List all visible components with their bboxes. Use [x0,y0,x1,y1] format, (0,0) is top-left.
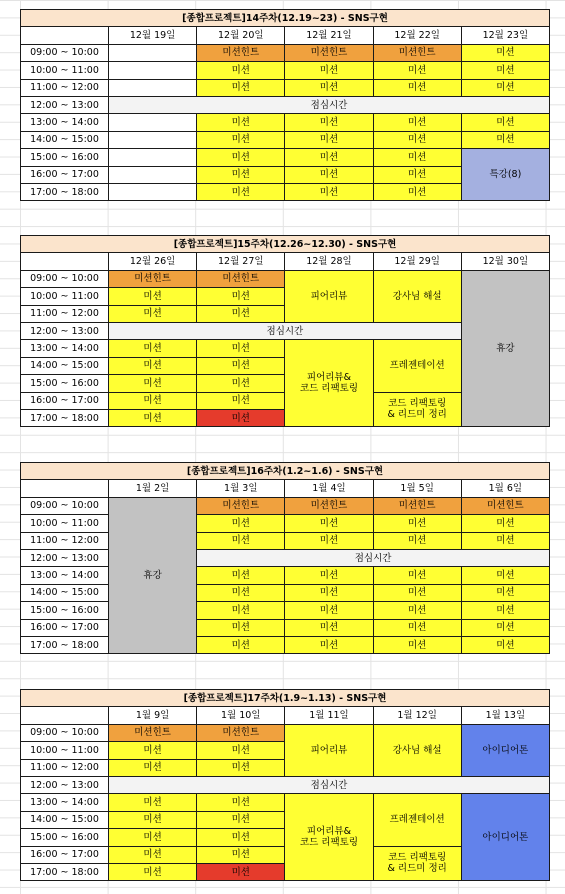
mission-cell[interactable]: 미션 [373,584,461,601]
time-slot[interactable]: 10:00 ~ 11:00 [21,742,109,759]
mission-cell[interactable]: 미션 [197,375,285,392]
time-slot[interactable]: 12:00 ~ 13:00 [21,96,109,113]
mission-cell[interactable]: 미션 [197,794,285,811]
mission-cell[interactable]: 미션 [373,62,461,79]
mission-cell[interactable]: 미션 [197,636,285,653]
mission-cell[interactable]: 미션 [109,846,197,863]
mission-cell[interactable]: 미션 [197,619,285,636]
mission-hint-cell[interactable]: 미션힌트 [285,44,373,61]
mission-cell[interactable]: 미션 [197,305,285,322]
mission-cell[interactable]: 미션 [197,567,285,584]
day-header[interactable]: 1월 10일 [197,707,285,724]
mission-cell[interactable]: 미션 [109,375,197,392]
mission-cell[interactable]: 미션 [197,357,285,374]
ideathon-cell[interactable]: 아이디어톤 [461,794,549,881]
time-slot[interactable]: 15:00 ~ 16:00 [21,375,109,392]
mission-cell[interactable]: 미션 [285,584,373,601]
mission-cell[interactable]: 미션 [461,636,549,653]
mission-cell[interactable]: 미션 [285,114,373,131]
mission-cell[interactable]: 미션 [109,742,197,759]
time-slot[interactable]: 09:00 ~ 10:00 [21,497,109,514]
day-header[interactable]: 1월 2일 [109,480,197,497]
week-title: [종합프로젝트]17주차(1.9~1.13) - SNS구현 [21,690,550,707]
week-title: [종합프로젝트]16주차(1.2~1.6) - SNS구현 [21,463,550,480]
mission-cell[interactable]: 미션 [197,114,285,131]
mission-cell[interactable]: 미션 [461,44,549,61]
mission-cell[interactable]: 미션 [285,79,373,96]
time-slot[interactable]: 12:00 ~ 13:00 [21,549,109,566]
mission-cell[interactable]: 미션 [461,602,549,619]
mission-cell[interactable]: 미션 [285,567,373,584]
mission-cell[interactable]: 미션 [197,288,285,305]
mission-cell[interactable]: 미션 [285,183,373,200]
week-17-schedule [20,689,550,881]
time-slot[interactable]: 09:00 ~ 10:00 [21,44,109,61]
time-slot[interactable]: 14:00 ~ 15:00 [21,584,109,601]
mission-cell[interactable]: 미션 [197,602,285,619]
day-header[interactable]: 1월 12일 [373,707,461,724]
time-slot[interactable]: 09:00 ~ 10:00 [21,270,109,287]
day-header[interactable]: 12월 26일 [109,253,197,270]
week-15-schedule [20,235,550,427]
peer-review-cell[interactable]: 피어리뷰 [285,724,373,776]
mission-cell[interactable]: 미션 [197,759,285,776]
mission-cell[interactable]: 미션 [197,340,285,357]
mission-cell[interactable]: 미션 [373,602,461,619]
time-slot[interactable]: 12:00 ~ 13:00 [21,322,109,339]
mission-cell[interactable]: 미션 [373,166,461,183]
mission-hint-cell[interactable]: 미션힌트 [197,497,285,514]
week-16-schedule [20,462,550,654]
mission-cell[interactable]: 미션 [109,863,197,880]
time-slot[interactable]: 14:00 ~ 15:00 [21,357,109,374]
mission-cell[interactable]: 미션 [461,62,549,79]
time-slot[interactable]: 15:00 ~ 16:00 [21,602,109,619]
empty-cell[interactable] [109,114,197,131]
mission-cell[interactable]: 미션 [285,131,373,148]
mission-cell[interactable]: 미션 [197,166,285,183]
mission-cell[interactable]: 미션 [197,392,285,409]
mission-hint-cell[interactable]: 미션힌트 [197,44,285,61]
day-header[interactable]: 12월 27일 [197,253,285,270]
mission-cell[interactable]: 미션 [109,409,197,426]
mission-cell[interactable]: 미션 [197,584,285,601]
mission-cell[interactable]: 미션 [373,636,461,653]
mission-cell[interactable]: 미션 [373,183,461,200]
mission-hint-cell[interactable]: 미션힌트 [285,497,373,514]
mission-cell[interactable]: 미션 [197,131,285,148]
mission-cell[interactable]: 미션 [285,166,373,183]
mission-cell[interactable]: 미션 [197,149,285,166]
mission-cell[interactable]: 미션 [109,829,197,846]
mission-hint-cell[interactable]: 미션힌트 [197,724,285,741]
corner-cell[interactable] [21,707,109,724]
mission-cell[interactable]: 미션 [373,149,461,166]
mission-cell[interactable]: 미션 [285,62,373,79]
lunch-cell[interactable]: 점심시간 [109,322,462,339]
mission-cell[interactable]: 미션 [285,149,373,166]
mission-cell[interactable]: 미션 [285,619,373,636]
mission-cell[interactable]: 미션 [461,131,549,148]
time-slot[interactable]: 15:00 ~ 16:00 [21,829,109,846]
mission-cell[interactable]: 미션 [461,532,549,549]
day-header[interactable]: 12월 21일 [285,27,373,44]
time-slot[interactable]: 17:00 ~ 18:00 [21,409,109,426]
time-slot[interactable]: 11:00 ~ 12:00 [21,305,109,322]
week-title: [종합프로젝트]14주차(12.19~23) - SNS구현 [21,10,550,27]
mission-cell[interactable]: 미션 [109,759,197,776]
lunch-cell[interactable]: 점심시간 [197,549,550,566]
corner-cell[interactable] [21,27,109,44]
mission-cell[interactable]: 미션 [461,79,549,96]
time-slot[interactable]: 16:00 ~ 17:00 [21,846,109,863]
mission-hint-cell[interactable]: 미션힌트 [109,270,197,287]
instructor-review-cell[interactable]: 강사님 해설 [373,270,461,322]
corner-cell[interactable] [21,253,109,270]
empty-cell[interactable] [109,79,197,96]
mission-cell[interactable]: 미션 [197,409,285,426]
peer-review-refactor-cell[interactable]: 피어리뷰& 코드 리팩토링 [285,340,373,427]
time-slot[interactable]: 16:00 ~ 17:00 [21,392,109,409]
holiday-cell[interactable]: 휴강 [109,497,197,654]
mission-cell[interactable]: 미션 [197,515,285,532]
day-header[interactable]: 12월 20일 [197,27,285,44]
lunch-cell[interactable]: 점심시간 [109,96,550,113]
mission-cell[interactable]: 미션 [373,567,461,584]
mission-cell[interactable]: 미션 [373,79,461,96]
day-header[interactable]: 12월 19일 [109,27,197,44]
time-slot[interactable]: 17:00 ~ 18:00 [21,863,109,880]
mission-hint-cell[interactable]: 미션힌트 [109,724,197,741]
mission-hint-cell[interactable]: 미션힌트 [197,270,285,287]
day-header[interactable]: 12월 22일 [373,27,461,44]
time-slot[interactable]: 17:00 ~ 18:00 [21,636,109,653]
empty-cell[interactable] [109,44,197,61]
mission-cell[interactable]: 미션 [197,742,285,759]
mission-cell[interactable]: 미션 [461,515,549,532]
time-slot[interactable]: 13:00 ~ 14:00 [21,567,109,584]
mission-cell[interactable]: 미션 [197,532,285,549]
time-slot[interactable]: 11:00 ~ 12:00 [21,759,109,776]
time-slot[interactable]: 17:00 ~ 18:00 [21,183,109,200]
mission-cell[interactable]: 미션 [461,584,549,601]
day-header[interactable]: 1월 9일 [109,707,197,724]
day-header[interactable]: 1월 3일 [197,480,285,497]
day-header[interactable]: 1월 6일 [461,480,549,497]
mission-cell[interactable]: 미션 [109,794,197,811]
presentation-cell[interactable]: 프레젠테이션 [373,794,461,846]
time-slot[interactable]: 11:00 ~ 12:00 [21,79,109,96]
ideathon-cell[interactable]: 아이디어톤 [461,724,549,776]
mission-cell[interactable]: 미션 [373,515,461,532]
mission-cell[interactable]: 미션 [461,114,549,131]
day-header[interactable]: 1월 5일 [373,480,461,497]
mission-cell[interactable]: 미션 [461,619,549,636]
mission-cell[interactable]: 미션 [197,846,285,863]
time-slot[interactable]: 13:00 ~ 14:00 [21,114,109,131]
mission-cell[interactable]: 미션 [197,183,285,200]
day-header[interactable]: 12월 29일 [373,253,461,270]
mission-cell[interactable]: 미션 [197,811,285,828]
time-slot[interactable]: 14:00 ~ 15:00 [21,811,109,828]
time-slot[interactable]: 12:00 ~ 13:00 [21,776,109,793]
mission-cell[interactable]: 미션 [373,131,461,148]
instructor-review-cell[interactable]: 강사님 해설 [373,724,461,776]
mission-cell[interactable]: 미션 [285,515,373,532]
holiday-cell[interactable]: 휴강 [461,270,549,427]
empty-cell[interactable] [109,62,197,79]
time-slot[interactable]: 16:00 ~ 17:00 [21,166,109,183]
mission-hint-cell[interactable]: 미션힌트 [373,44,461,61]
day-header[interactable]: 12월 30일 [461,253,549,270]
time-slot[interactable]: 13:00 ~ 14:00 [21,794,109,811]
day-header[interactable]: 12월 23일 [461,27,549,44]
time-slot[interactable]: 10:00 ~ 11:00 [21,515,109,532]
mission-cell[interactable]: 미션 [197,863,285,880]
mission-cell[interactable]: 미션 [285,602,373,619]
day-header[interactable]: 1월 4일 [285,480,373,497]
day-header[interactable]: 1월 13일 [461,707,549,724]
mission-cell[interactable]: 미션 [373,619,461,636]
refactor-readme-cell[interactable]: 코드 리팩토링 & 리드미 정리 [373,846,461,881]
mission-cell[interactable]: 미션 [109,392,197,409]
mission-cell[interactable]: 미션 [461,567,549,584]
time-slot[interactable]: 10:00 ~ 11:00 [21,288,109,305]
time-slot[interactable]: 15:00 ~ 16:00 [21,149,109,166]
mission-cell[interactable]: 미션 [197,829,285,846]
special-lecture-cell[interactable]: 특강(8) [461,149,549,201]
day-header[interactable]: 12월 28일 [285,253,373,270]
mission-cell[interactable]: 미션 [373,114,461,131]
mission-cell[interactable]: 미션 [197,62,285,79]
mission-hint-cell[interactable]: 미션힌트 [461,497,549,514]
mission-hint-cell[interactable]: 미션힌트 [373,497,461,514]
refactor-readme-cell[interactable]: 코드 리팩토링 & 리드미 정리 [373,392,461,427]
peer-review-cell[interactable]: 피어리뷰 [285,270,373,322]
peer-review-refactor-cell[interactable]: 피어리뷰& 코드 리팩토링 [285,794,373,881]
mission-cell[interactable]: 미션 [109,288,197,305]
time-slot[interactable]: 09:00 ~ 10:00 [21,724,109,741]
empty-cell[interactable] [109,131,197,148]
time-slot[interactable]: 11:00 ~ 12:00 [21,532,109,549]
presentation-cell[interactable]: 프레젠테이션 [373,340,461,392]
mission-cell[interactable]: 미션 [109,811,197,828]
mission-cell[interactable]: 미션 [109,357,197,374]
mission-cell[interactable]: 미션 [109,340,197,357]
mission-cell[interactable]: 미션 [373,532,461,549]
mission-cell[interactable]: 미션 [285,532,373,549]
week-14-schedule [20,9,550,201]
mission-cell[interactable]: 미션 [109,305,197,322]
empty-cell[interactable] [109,183,197,200]
mission-cell[interactable]: 미션 [197,79,285,96]
time-slot[interactable]: 14:00 ~ 15:00 [21,131,109,148]
empty-cell[interactable] [109,149,197,166]
week-title: [종합프로젝트]15주차(12.26~12.30) - SNS구현 [21,236,550,253]
mission-cell[interactable]: 미션 [285,636,373,653]
time-slot[interactable]: 16:00 ~ 17:00 [21,619,109,636]
lunch-cell[interactable]: 점심시간 [109,776,550,793]
empty-cell[interactable] [109,166,197,183]
time-slot[interactable]: 13:00 ~ 14:00 [21,340,109,357]
time-slot[interactable]: 10:00 ~ 11:00 [21,62,109,79]
day-header[interactable]: 1월 11일 [285,707,373,724]
corner-cell[interactable] [21,480,109,497]
